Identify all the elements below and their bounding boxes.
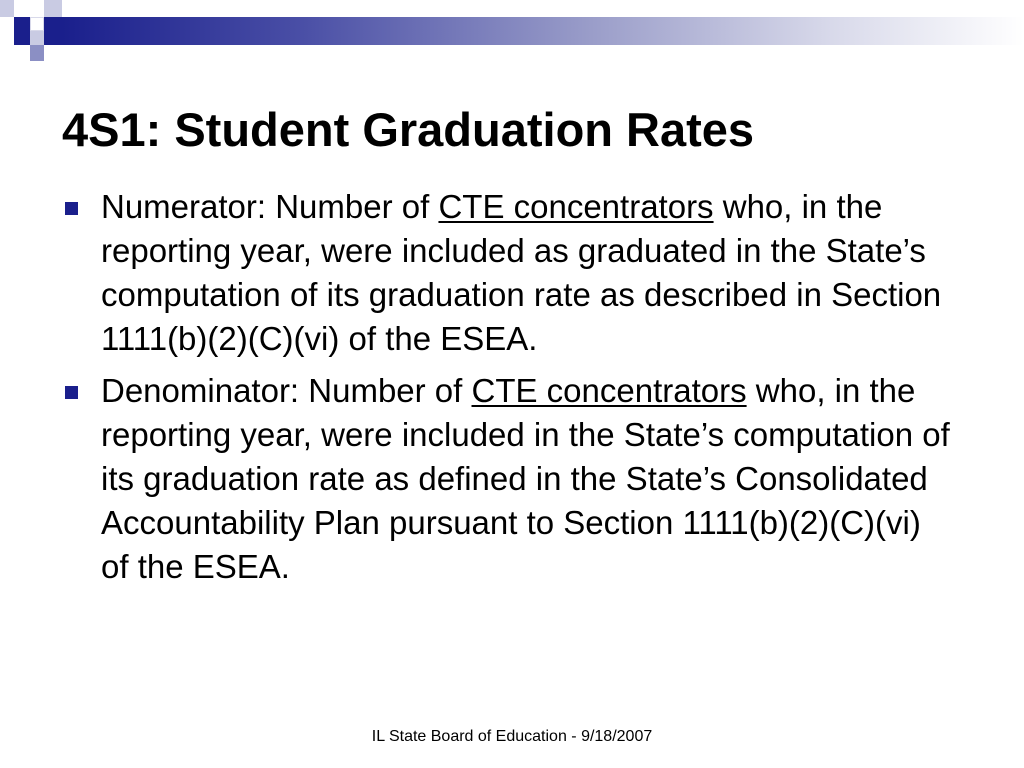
slide-title: 4S1: Student Graduation Rates: [62, 103, 755, 156]
decorative-square: [30, 45, 44, 61]
square-bullet-icon: [65, 202, 78, 215]
bullet-text-prefix: Denominator: Number of: [101, 372, 472, 409]
header-gradient-bar: [62, 17, 1024, 45]
decorative-square: [30, 17, 44, 31]
slide-footer: IL State Board of Education - 9/18/2007: [371, 728, 653, 745]
decorative-square: [44, 17, 62, 45]
header-decoration: [0, 0, 1024, 62]
bullet-text-prefix: Numerator: Number of: [101, 188, 439, 225]
decorative-square: [14, 17, 30, 45]
bullet-list: [62, 185, 952, 597]
decorative-square: [0, 17, 14, 45]
decorative-square: [44, 0, 62, 17]
bullet-numerator: [62, 185, 952, 361]
cte-concentrators-link[interactable]: CTE concentrators: [471, 372, 747, 409]
decorative-square: [0, 0, 14, 17]
bullet-text-suffix: who, in the reporting year, were included in the State’s computation of its graduation rate as defined in the State’s Consolidated Accountability Plan pursuant to Section 1111(b)(2)(C)(vi) of the ESEA.: [101, 372, 950, 585]
square-bullet-icon: [65, 386, 78, 399]
bullet-text-suffix: who, in the reporting year, were included as graduated in the State’s computation of its graduation rate as described in Section 1111(b)(2)(C)(vi) of the ESEA.: [101, 188, 942, 357]
cte-concentrators-link[interactable]: CTE concentrators: [438, 188, 714, 225]
decorative-square: [30, 31, 44, 45]
bullet-denominator: [62, 369, 952, 589]
